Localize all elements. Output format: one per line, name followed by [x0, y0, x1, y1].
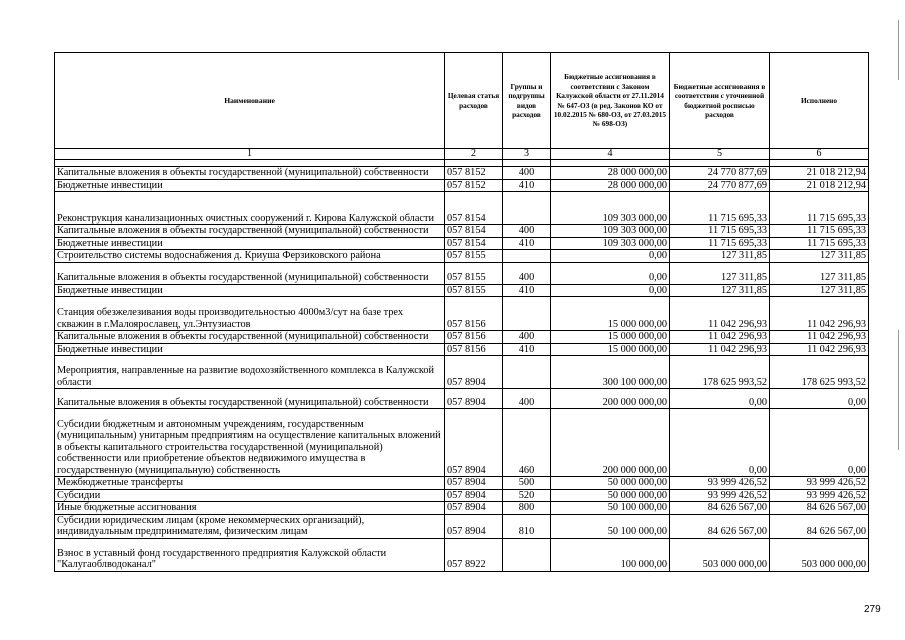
- row-group-code: [503, 192, 551, 225]
- row-law-amount: 50 100 000,00: [551, 514, 670, 538]
- row-name: Станция обезжелезивания воды производительностью 4000м3/сут на базе трех скважин в г.Малоярославец, ул.Энтузиастов: [55, 297, 445, 331]
- col-header-group: Группы и подгруппы видов расходов: [503, 53, 551, 149]
- table-row: [55, 284, 869, 297]
- row-law-amount: 300 100 000,00: [551, 356, 670, 389]
- column-number: 3: [503, 149, 551, 160]
- row-executed-amount: 127 311,85: [770, 250, 869, 263]
- row-group-code: [503, 297, 551, 331]
- row-target-code: 057 8904: [445, 409, 503, 477]
- row-group-code: 410: [503, 237, 551, 250]
- column-number: 5: [670, 149, 770, 160]
- row-executed-amount: 0,00: [770, 409, 869, 477]
- row-law-amount: 109 303 000,00: [551, 225, 670, 238]
- row-executed-amount: 178 625 993,52: [770, 356, 869, 389]
- page-number: 279: [864, 604, 881, 615]
- row-target-code: 057 8154: [445, 192, 503, 225]
- row-executed-amount: 84 626 567,00: [770, 502, 869, 515]
- table-row: [55, 225, 869, 238]
- row-name: Взнос в уставный фонд государственного предприятия Калужской области "Калугаоблводоканал": [55, 538, 445, 571]
- row-refined-amount: 127 311,85: [670, 284, 770, 297]
- table-row: [55, 331, 869, 344]
- table-row: [55, 167, 869, 180]
- col-header-name: Наименование: [55, 53, 445, 149]
- row-name: Иные бюджетные ассигнования: [55, 502, 445, 515]
- row-target-code: 057 8904: [445, 502, 503, 515]
- column-number: 2: [445, 149, 503, 160]
- row-law-amount: 0,00: [551, 284, 670, 297]
- row-refined-amount: 11 715 695,33: [670, 237, 770, 250]
- row-target-code: 057 8156: [445, 297, 503, 331]
- row-name: Бюджетные инвестиции: [55, 179, 445, 192]
- row-group-code: 410: [503, 343, 551, 356]
- row-target-code: 057 8904: [445, 356, 503, 389]
- row-law-amount: 28 000 000,00: [551, 167, 670, 180]
- row-group-code: 500: [503, 477, 551, 490]
- row-refined-amount: 11 042 296,93: [670, 331, 770, 344]
- row-group-code: 800: [503, 502, 551, 515]
- row-executed-amount: 21 018 212,94: [770, 179, 869, 192]
- table-body: [55, 167, 869, 572]
- row-refined-amount: 84 626 567,00: [670, 502, 770, 515]
- row-name: Субсидии юридическим лицам (кроме некоммерческих организаций), индивидуальным предпринимателям, физическим лицам: [55, 514, 445, 538]
- row-name: Бюджетные инвестиции: [55, 343, 445, 356]
- table-row: [55, 489, 869, 502]
- table-row: [55, 514, 869, 538]
- row-name: Субсидии: [55, 489, 445, 502]
- row-executed-amount: 21 018 212,94: [770, 167, 869, 180]
- row-target-code: 057 8904: [445, 477, 503, 490]
- row-target-code: 057 8156: [445, 331, 503, 344]
- row-executed-amount: 93 999 426,52: [770, 477, 869, 490]
- row-group-code: 810: [503, 514, 551, 538]
- row-executed-amount: 127 311,85: [770, 284, 869, 297]
- spacer-row: [55, 160, 869, 167]
- column-number: 4: [551, 149, 670, 160]
- col-header-target: Целевая статья расходов: [445, 53, 503, 149]
- row-refined-amount: 84 626 567,00: [670, 514, 770, 538]
- scan-edge-mark: [898, 20, 899, 80]
- row-executed-amount: 11 715 695,33: [770, 237, 869, 250]
- row-target-code: 057 8152: [445, 167, 503, 180]
- row-executed-amount: 93 999 426,52: [770, 489, 869, 502]
- row-target-code: 057 8156: [445, 343, 503, 356]
- row-refined-amount: 11 715 695,33: [670, 225, 770, 238]
- row-law-amount: 0,00: [551, 250, 670, 263]
- col-header-law: Бюджетные ассигнования в соответствии с Законом Калужской области от 27.11.2014 № 647-ОЗ (в ред. Законов КО от 10.02.2015 № 680-ОЗ, от 27.03.2015 № 698-ОЗ): [551, 53, 670, 149]
- scan-edge-mark: [898, 330, 899, 450]
- row-refined-amount: 11 715 695,33: [670, 192, 770, 225]
- row-law-amount: 28 000 000,00: [551, 179, 670, 192]
- row-group-code: 400: [503, 167, 551, 180]
- row-executed-amount: 127 311,85: [770, 262, 869, 284]
- row-executed-amount: 503 000 000,00: [770, 538, 869, 571]
- row-name: Субсидии бюджетным и автономным учреждениям, государственным (муниципальным) унитарным предприятиям на осуществление капитальных вложений в объекты капитального строительства государственной (муниципальной) собственности или приобретение объектов недвижимого имущества в государственную (муниципальную) собственность: [55, 409, 445, 477]
- row-target-code: 057 8155: [445, 262, 503, 284]
- col-header-refined: Бюджетные ассигнования в соответствии с уточненной бюджетной росписью расходов: [670, 53, 770, 149]
- row-executed-amount: 11 715 695,33: [770, 192, 869, 225]
- table-row: [55, 409, 869, 477]
- row-target-code: 057 8904: [445, 514, 503, 538]
- row-target-code: 057 8152: [445, 179, 503, 192]
- row-law-amount: 200 000 000,00: [551, 389, 670, 409]
- row-law-amount: 200 000 000,00: [551, 409, 670, 477]
- row-law-amount: 109 303 000,00: [551, 237, 670, 250]
- row-name: Межбюджетные трансферты: [55, 477, 445, 490]
- row-name: Бюджетные инвестиции: [55, 284, 445, 297]
- row-group-code: 410: [503, 179, 551, 192]
- row-law-amount: 50 100 000,00: [551, 502, 670, 515]
- row-group-code: 400: [503, 262, 551, 284]
- row-group-code: 460: [503, 409, 551, 477]
- row-target-code: 057 8155: [445, 284, 503, 297]
- row-group-code: [503, 538, 551, 571]
- row-law-amount: 15 000 000,00: [551, 331, 670, 344]
- column-number-row: [55, 149, 869, 160]
- row-law-amount: 0,00: [551, 262, 670, 284]
- table-row: [55, 192, 869, 225]
- row-group-code: [503, 250, 551, 263]
- row-name: Мероприятия, направленные на развитие водохозяйственного комплекса в Калужской области: [55, 356, 445, 389]
- row-executed-amount: 84 626 567,00: [770, 514, 869, 538]
- row-refined-amount: 11 042 296,93: [670, 343, 770, 356]
- row-law-amount: 109 303 000,00: [551, 192, 670, 225]
- header-row: [55, 53, 869, 149]
- row-refined-amount: 127 311,85: [670, 250, 770, 263]
- row-law-amount: 50 000 000,00: [551, 477, 670, 490]
- table-row: [55, 356, 869, 389]
- table-row: [55, 477, 869, 490]
- row-refined-amount: 127 311,85: [670, 262, 770, 284]
- row-executed-amount: 11 715 695,33: [770, 225, 869, 238]
- row-name: Капитальные вложения в объекты государственной (муниципальной) собственности: [55, 331, 445, 344]
- row-group-code: 400: [503, 225, 551, 238]
- table-row: [55, 262, 869, 284]
- col-header-executed: Исполнено: [770, 53, 869, 149]
- row-name: Строительство системы водоснабжения д. Криуша Ферзиковского района: [55, 250, 445, 263]
- row-target-code: 057 8155: [445, 250, 503, 263]
- row-refined-amount: 93 999 426,52: [670, 477, 770, 490]
- row-group-code: [503, 356, 551, 389]
- row-law-amount: 50 000 000,00: [551, 489, 670, 502]
- table-row: [55, 237, 869, 250]
- row-name: Капитальные вложения в объекты государственной (муниципальной) собственности: [55, 262, 445, 284]
- column-number: 1: [55, 149, 445, 160]
- row-refined-amount: 0,00: [670, 389, 770, 409]
- row-name: Капитальные вложения в объекты государственной (муниципальной) собственности: [55, 225, 445, 238]
- table-row: [55, 250, 869, 263]
- row-target-code: 057 8154: [445, 225, 503, 238]
- row-law-amount: 15 000 000,00: [551, 343, 670, 356]
- row-target-code: 057 8904: [445, 489, 503, 502]
- row-executed-amount: 11 042 296,93: [770, 331, 869, 344]
- row-name: Капитальные вложения в объекты государственной (муниципальной) собственности: [55, 167, 445, 180]
- row-law-amount: 100 000,00: [551, 538, 670, 571]
- row-group-code: 520: [503, 489, 551, 502]
- row-target-code: 057 8904: [445, 389, 503, 409]
- row-group-code: 410: [503, 284, 551, 297]
- row-target-code: 057 8154: [445, 237, 503, 250]
- row-refined-amount: 24 770 877,69: [670, 167, 770, 180]
- table-row: [55, 389, 869, 409]
- row-group-code: 400: [503, 389, 551, 409]
- row-refined-amount: 0,00: [670, 409, 770, 477]
- table-row: [55, 343, 869, 356]
- row-executed-amount: 11 042 296,93: [770, 297, 869, 331]
- budget-table: [54, 52, 869, 572]
- row-refined-amount: 11 042 296,93: [670, 297, 770, 331]
- row-refined-amount: 178 625 993,52: [670, 356, 770, 389]
- row-law-amount: 15 000 000,00: [551, 297, 670, 331]
- row-refined-amount: 93 999 426,52: [670, 489, 770, 502]
- row-name: Капитальные вложения в объекты государственной (муниципальной) собственности: [55, 389, 445, 409]
- table-row: [55, 502, 869, 515]
- table-row: [55, 538, 869, 571]
- row-name: Реконструкция канализационных очистных сооружений г. Кирова Калужской области: [55, 192, 445, 225]
- row-refined-amount: 503 000 000,00: [670, 538, 770, 571]
- row-refined-amount: 24 770 877,69: [670, 179, 770, 192]
- table-row: [55, 179, 869, 192]
- column-number: 6: [770, 149, 869, 160]
- row-name: Бюджетные инвестиции: [55, 237, 445, 250]
- row-group-code: 400: [503, 331, 551, 344]
- row-target-code: 057 8922: [445, 538, 503, 571]
- table-row: [55, 297, 869, 331]
- row-executed-amount: 0,00: [770, 389, 869, 409]
- row-executed-amount: 11 042 296,93: [770, 343, 869, 356]
